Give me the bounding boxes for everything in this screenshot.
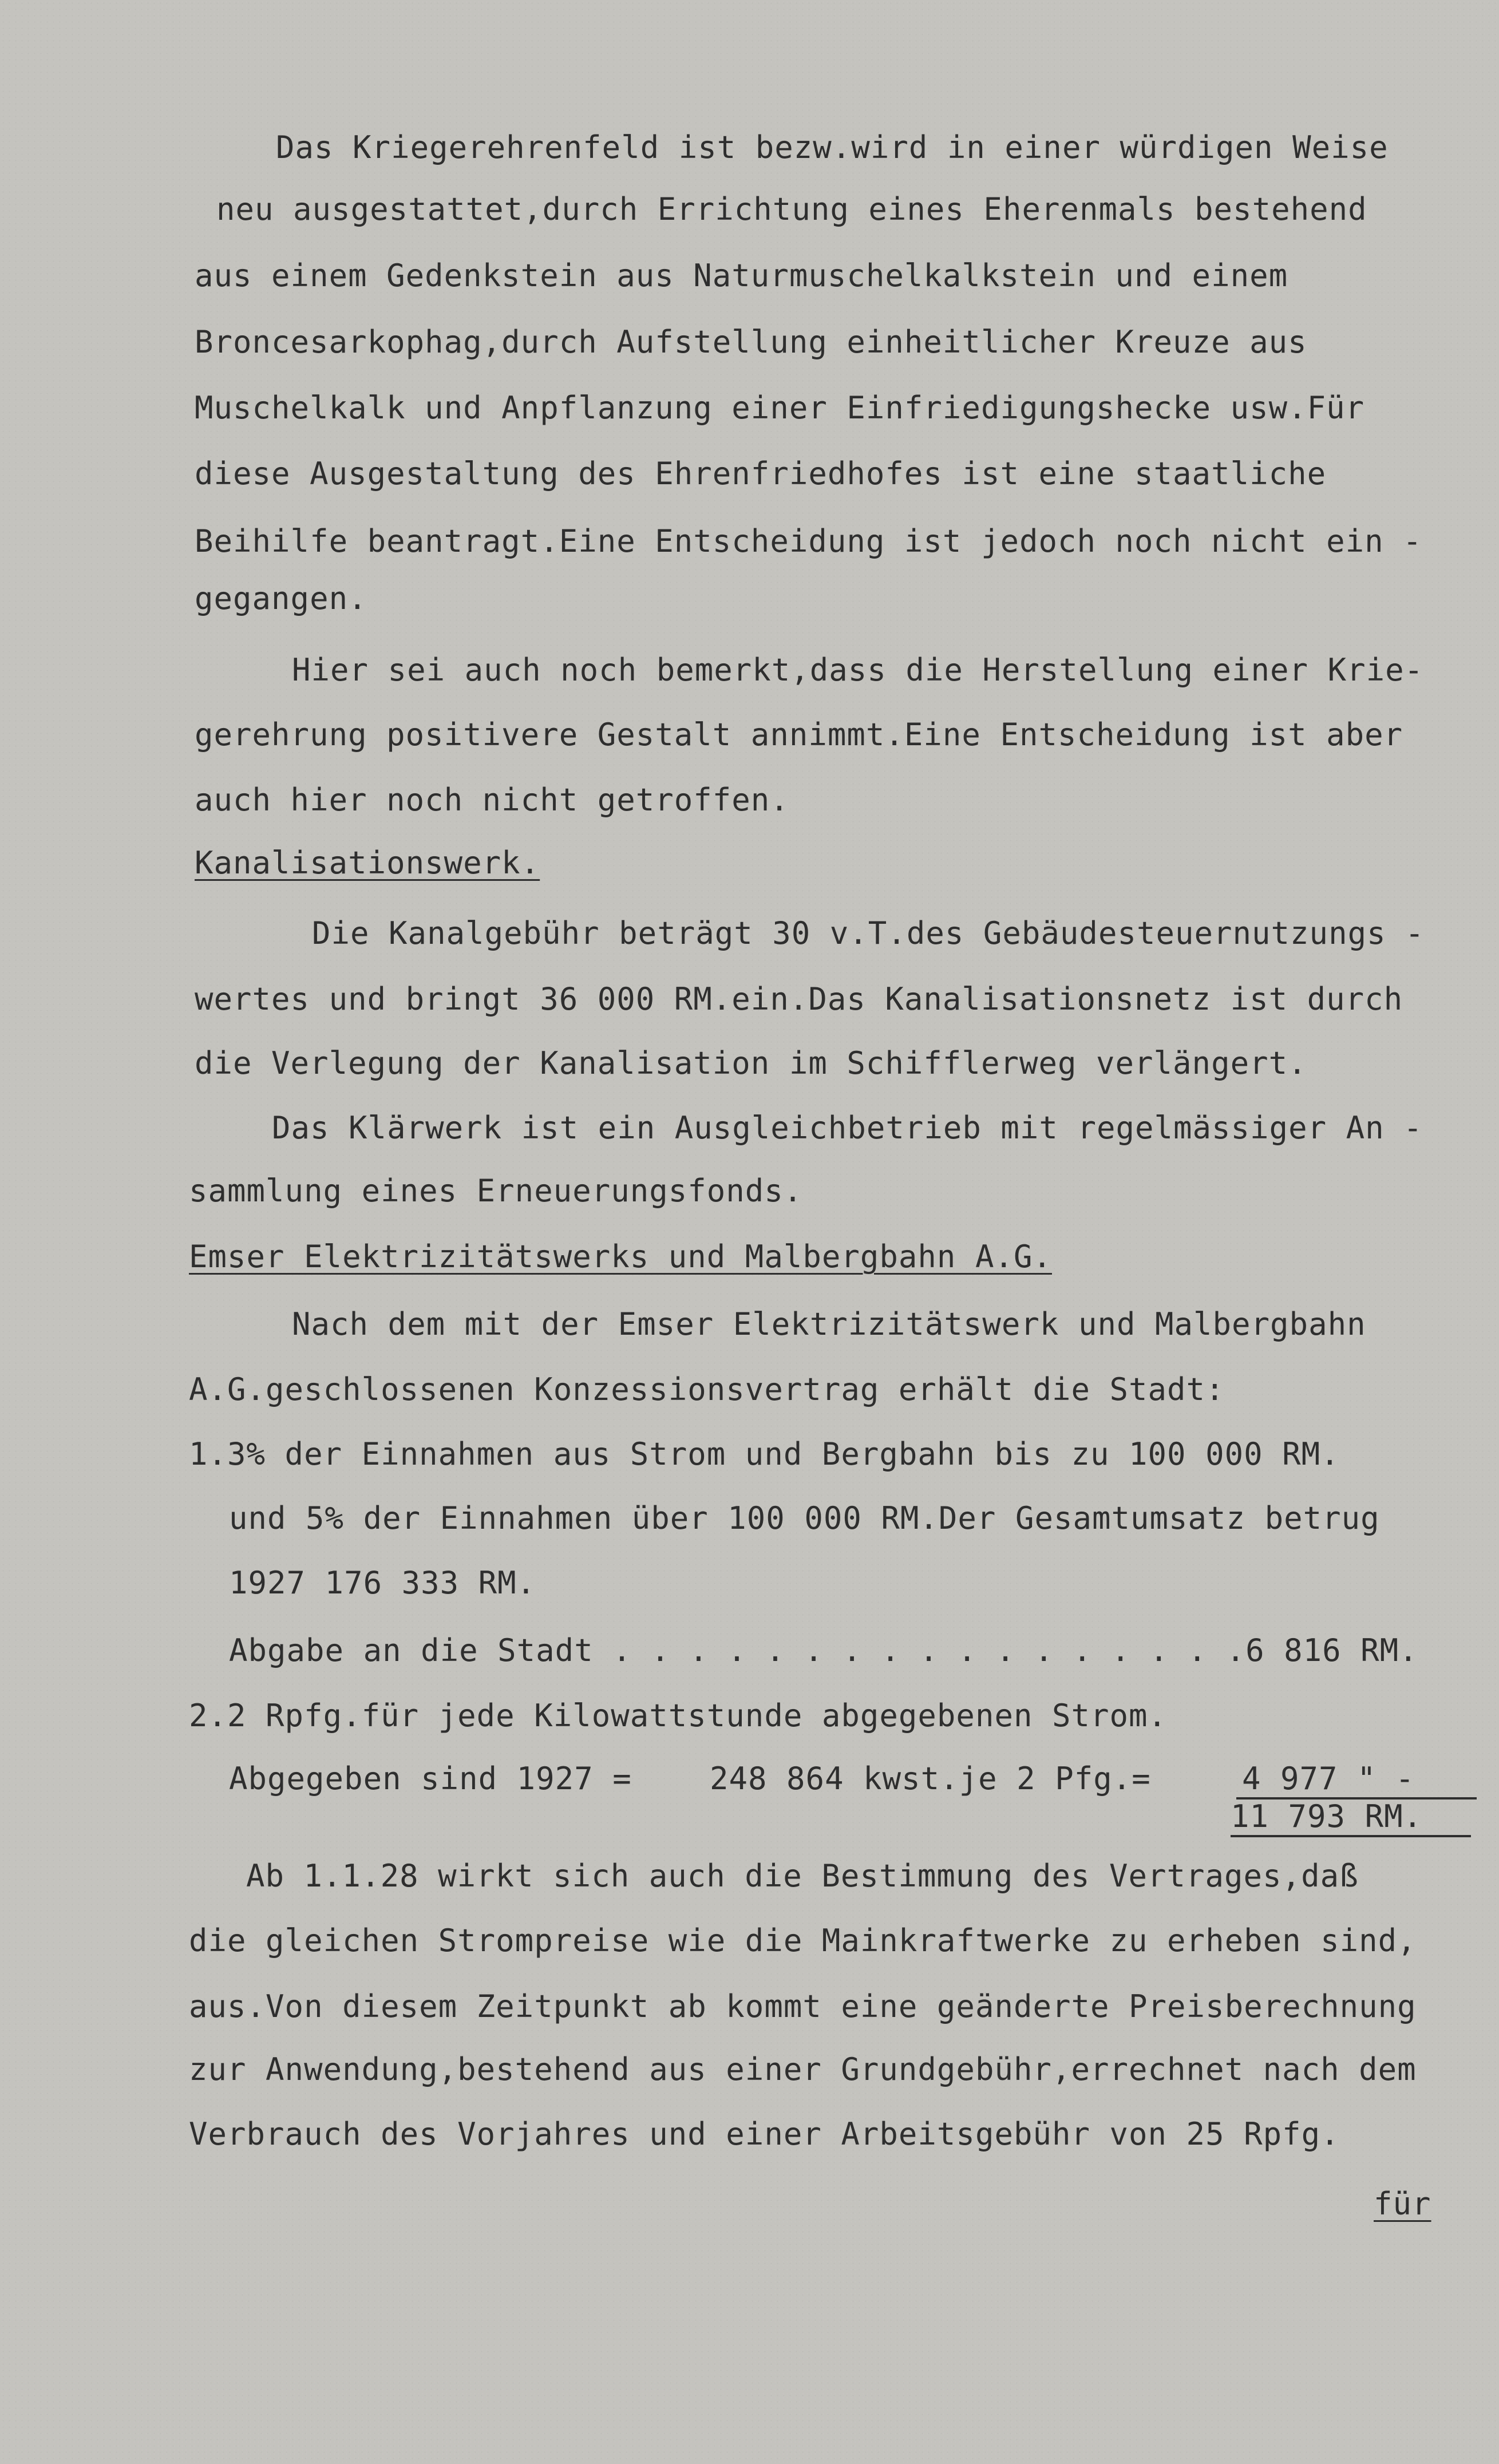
text-line: wertes und bringt 36 000 RM.ein.Das Kanalisationsnetz ist durch xyxy=(195,981,1403,1017)
text-line: Nach dem mit der Emser Elektrizitätswerk und Malbergbahn xyxy=(292,1306,1366,1342)
total-value: 11 793 RM. xyxy=(1231,1798,1423,1834)
section-heading-kanalisation: Kanalisationswerk. xyxy=(195,845,540,881)
text-line: sammlung eines Erneuerungsfonds. xyxy=(189,1173,803,1209)
text-line: Verbrauch des Vorjahres und einer Arbeitsgebühr von 25 Rpfg. xyxy=(189,2116,1340,2152)
text-line: auch hier noch nicht getroffen. xyxy=(195,782,789,818)
text-line: Abgegeben sind 1927 = xyxy=(229,1761,632,1797)
text-line: aus einem Gedenkstein aus Naturmuschelkalkstein und einem xyxy=(195,258,1288,294)
text-line: zur Anwendung,bestehend aus einer Grundgebühr,errechnet nach dem xyxy=(189,2051,1417,2087)
text-line: Das Klärwerk ist ein Ausgleichbetrieb mit regelmässiger An - xyxy=(272,1110,1423,1146)
text-line: die Verlegung der Kanalisation im Schifflerweg verlängert. xyxy=(195,1045,1307,1081)
text-line: gerehrung positivere Gestalt annimmt.Eine Entscheidung ist aber xyxy=(195,717,1403,753)
text-line: gegangen. xyxy=(195,580,367,616)
text-line: diese Ausgestaltung des Ehrenfriedhofes ist eine staatliche xyxy=(195,456,1327,492)
text-line: 2.2 Rpfg.für jede Kilowattstunde abgegebenen Strom. xyxy=(189,1698,1168,1734)
amount-value: 4 977 " - xyxy=(1242,1761,1415,1797)
text-line: A.G.geschlossenen Konzessionsvertrag erhält die Stadt: xyxy=(189,1371,1225,1407)
section-heading-emser: Emser Elektrizitätswerks und Malbergbahn A.G. xyxy=(189,1239,1052,1275)
text-line: und 5% der Einnahmen über 100 000 RM.Der Gesamtumsatz betrug xyxy=(229,1500,1380,1536)
text-line: Broncesarkophag,durch Aufstellung einheitlicher Kreuze aus xyxy=(195,324,1307,360)
text-line: Ab 1.1.28 wirkt sich auch die Bestimmung des Vertrages,daß xyxy=(246,1858,1359,1894)
text-line: 1927 176 333 RM. xyxy=(229,1565,536,1601)
text-line: Abgabe an die Stadt . . . . . . . . . . . . . . . . .6 816 RM. xyxy=(229,1632,1418,1668)
catchword: für xyxy=(1374,2186,1431,2222)
text-line: die gleichen Strompreise wie die Mainkraftwerke zu erheben sind, xyxy=(189,1923,1417,1959)
text-line: 248 864 kwst.je 2 Pfg.= xyxy=(710,1761,1151,1797)
text-line: Das Kriegerehrenfeld ist bezw.wird in einer würdigen Weise xyxy=(276,129,1389,165)
text-line: Beihilfe beantragt.Eine Entscheidung ist jedoch noch nicht ein - xyxy=(195,523,1422,559)
text-line: 1.3% der Einnahmen aus Strom und Bergbahn bis zu 100 000 RM. xyxy=(189,1436,1340,1472)
text-line: Hier sei auch noch bemerkt,dass die Herstellung einer Krie- xyxy=(292,652,1424,688)
text-line: aus.Von diesem Zeitpunkt ab kommt eine geänderte Preisberechnung xyxy=(189,1988,1417,2024)
text-line: Muschelkalk und Anpflanzung einer Einfriedigungshecke usw.Für xyxy=(195,390,1365,426)
text-line: neu ausgestattet,durch Errichtung eines Eherenmals bestehend xyxy=(216,191,1367,227)
text-line: Die Kanalgebühr beträgt 30 v.T.des Gebäudesteuernutzungs - xyxy=(312,915,1425,951)
total-underline xyxy=(1231,1835,1471,1837)
